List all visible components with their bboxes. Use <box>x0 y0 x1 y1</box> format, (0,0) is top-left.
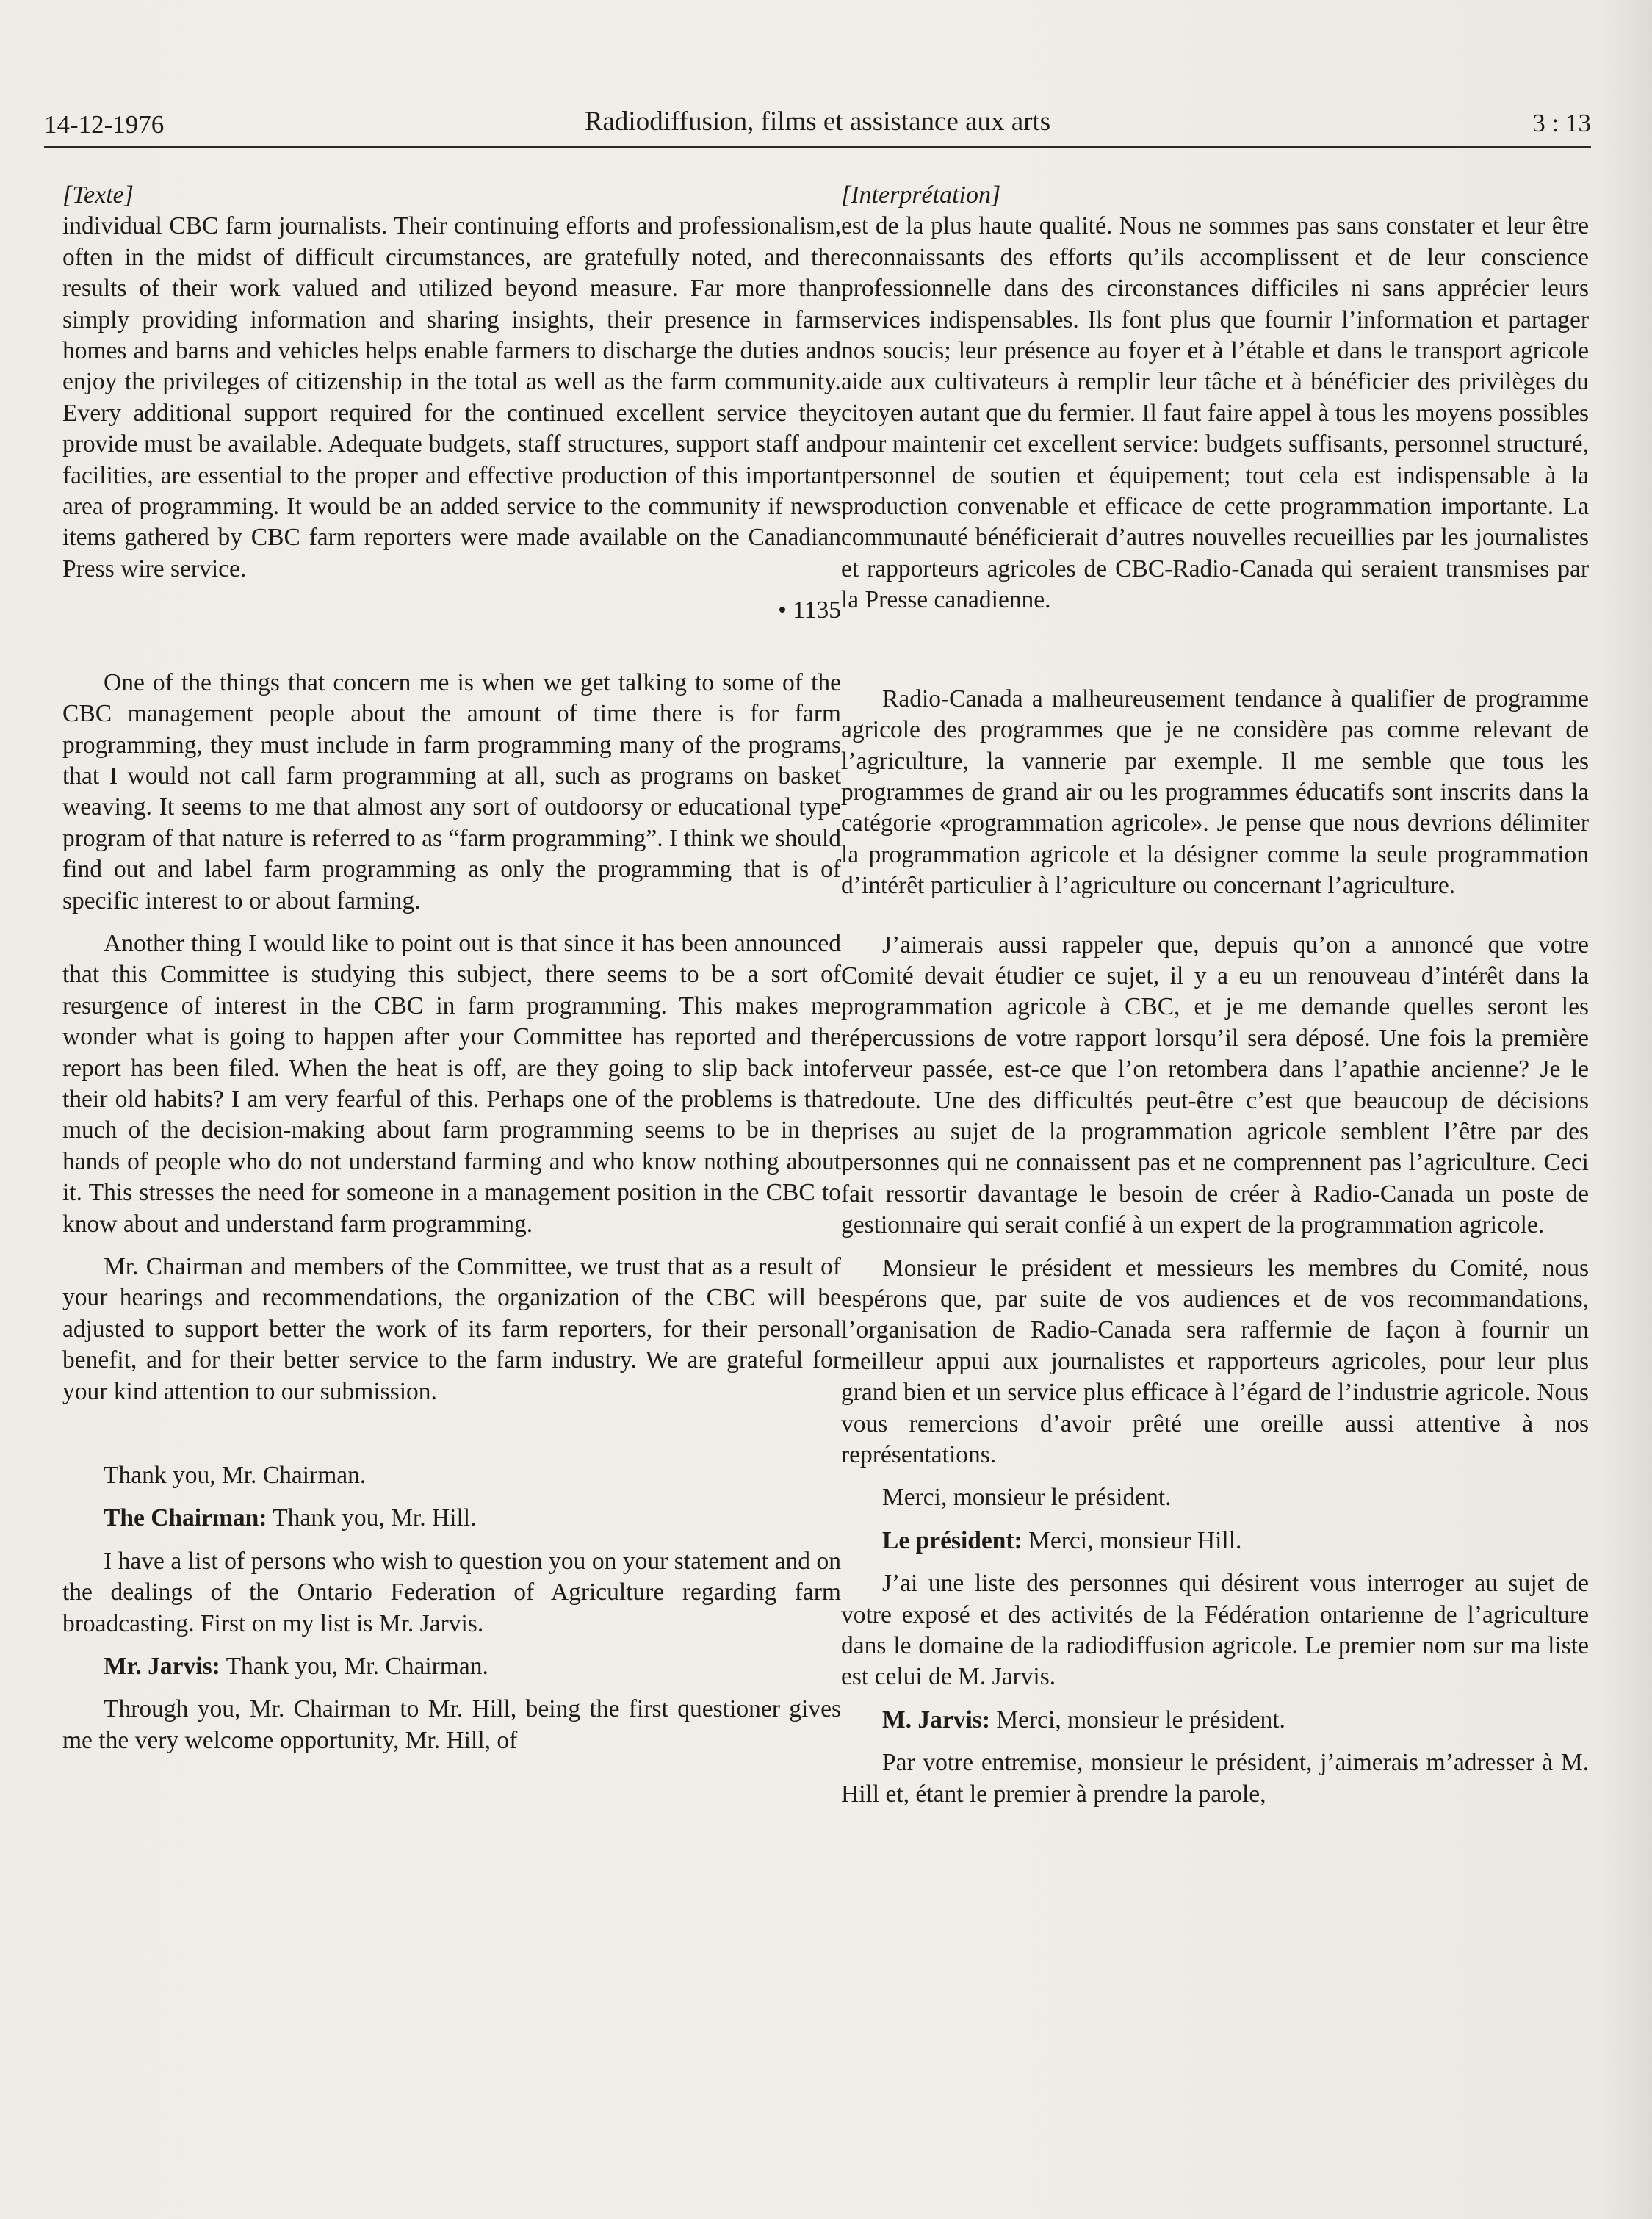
paragraph: Mr. Chairman and members of the Committee, we trust that as a result of your hearings and recommendations, the organization of the CBC will be adjusted to support better the work of its farm reporters, for their personal benefit, and for their better service to the farm industry. We are grateful for your kind attention to our submission. <box>62 1253 841 1405</box>
header-page-number: 3 : 13 <box>1532 109 1591 137</box>
speaker-name: Mr. Jarvis: <box>104 1653 220 1681</box>
french-column <box>841 180 1589 1810</box>
paragraph: J’ai une liste des personnes qui désirent vous interroger au sujet de votre exposé et des activités de la Fédération ontarienne de l’agriculture dans le domaine de la radiodiffusion agricole. Le premier nom sur ma liste est celui de M. Jarvis. <box>841 1570 1589 1691</box>
paragraph: Monsieur le président et messieurs les membres du Comité, nous espérons que, par suite de vos audiences et de vos recommandations, l’organisation de Radio-Canada sera raffermie de façon à fournir un meilleur appui aux journalistes et rapporteurs agricoles, pour leur plus grand bien et un service plus efficace à l’égard de l’industrie agricole. Nous vous remercions d’avoir prêté une oreille aussi attentive à nos représentations. <box>841 1254 1589 1469</box>
paragraph: Another thing I would like to point out is that since it has been announced that this Committee is studying this subject, there seems to be a sort of resurgence of interest in the CBC in farm programming. This makes me wonder what is going to happen after your Committee has reported and the report has been filed. When the heat is off, are they going to slip back into their old habits? I am very fearful of this. Perhaps one of the problems is that much of the decision-making about farm programming seems to be in the hands of people who do not understand farming and who know nothing about it. This stresses the need for someone in a management position in the CBC to know about and understand farm programming. <box>62 929 841 1238</box>
header-title: Radiodiffusion, films et assistance aux arts <box>584 107 1051 137</box>
column-label-interpretation: [Interprétation] <box>841 181 1001 209</box>
column-label-texte: [Texte] <box>62 181 134 209</box>
speaker-paragraph <box>841 1705 1589 1736</box>
paragraph: est de la plus haute qualité. Nous ne sommes pas sans constater et leur être reconnaissants des efforts qu’ils accomplissent et de leur conscience professionnelle dans des circonstances difficiles ni sans apprécier leurs services indispensables. Ils font plus que fournir l’information et partager nos soucis; leur présence au foyer et à l’étable et dans le transport agricole aide aux cultivateurs à remplir leur tâche et à bénéficier des privilèges du citoyen autant que du fermier. Il faut faire appel à tous les moyens possibles pour maintenir cet excellent service: budgets suffisants, personnel structuré, personnel de soutien et équipement; tout cela est indispensable à la production convenable et efficace de cette programmation importante. La communauté bénéficierait d’autres nouvelles recueillies par les journalistes et rapporteurs agricoles de CBC-Radio-Canada qui seraient transmises par la Presse canadienne. <box>841 212 1589 614</box>
paragraph: Radio-Canada a malheureusement tendance à qualifier de programme agricole des programmes que je ne considère pas comme relevant de l’agriculture, la vannerie par exemple. Il me semble que tous les programmes de grand air ou les programmes éducatifs sont inscrits dans la catégorie «programmation agricole». Je pense que nous devrions délimiter la programmation agricole et la désigner comme la seule programmation d’intérêt particulier à l’agriculture ou concernant l’agriculture. <box>841 685 1589 900</box>
speaker-paragraph <box>841 1526 1589 1556</box>
paragraph: Merci, monsieur le président. <box>882 1484 1172 1512</box>
speaker-paragraph <box>62 1503 841 1534</box>
page-header <box>44 103 1591 147</box>
page-edge-shadow <box>1601 0 1652 2219</box>
paragraph: One of the things that concern me is when we get talking to some of the CBC management people about the amount of time there is for farm programming, they must include in farm programming many of the programs that I would not call farm programming at all, such as programs on basket weaving. It seems to me that almost any sort of outdoorsy or educational type program of that nature is referred to as “farm programming”. I think we should find out and label farm programming as only the programming that is of specific interest to or about farming. <box>62 668 841 914</box>
header-rule <box>44 146 1591 148</box>
paragraph: individual CBC farm journalists. Their continuing efforts and professionalism, often in the midst of difficult circumstances, are gratefully noted, and the results of their work valued and utilized beyond measure. Far more than simply providing information and sharing insights, their presence in farm homes and barns and vehicles helps enable farmers to discharge the duties and enjoy the privileges of citizenship in the total as well as the farm community. Every additional support required for the continued excellent service they provide must be available. Adequate budgets, staff structures, support staff and facilities, are essential to the proper and effective production of this important area of programming. It would be an added service to the community if news items gathered by CBC farm reporters were made available on the Canadian Press wire service. <box>62 212 841 582</box>
speech-text: Merci, monsieur Hill. <box>1022 1526 1242 1554</box>
paragraph: Par votre entremise, monsieur le président, j’aimerais m’adresser à M. Hill et, étant le premier à prendre la parole, <box>841 1749 1589 1808</box>
paragraph: J’aimerais aussi rappeler que, depuis qu’on a annoncé que votre Comité devait étudier ce sujet, il y a eu un renouveau d’intérêt dans la programmation agricole à CBC, et je me demande quelles seront les répercussions de votre rapport lorsqu’il sera déposé. Une fois la première ferveur passée, est-ce que l’on retombera dans l’apathie ancienne? Je le redoute. Une des difficultés peut-être c’est que beaucoup de décisions prises au sujet de la programmation agricole semblent l’être par des personnes qui ne connaissent pas et ne comprennent pas l’agriculture. Ceci fait ressortir davantage le besoin de créer à Radio-Canada un poste de gestionnaire qui serait confié à un expert de la programmation agricole. <box>841 931 1589 1239</box>
speech-text: Merci, monsieur le président. <box>990 1706 1285 1733</box>
speaker-name: The Chairman: <box>104 1504 267 1532</box>
speech-text: Thank you, Mr. Chairman. <box>220 1653 488 1681</box>
speaker-name: M. Jarvis: <box>882 1706 990 1733</box>
english-column <box>62 180 841 1756</box>
speaker-paragraph <box>62 1651 841 1682</box>
timestamp-marker: • 1135 <box>778 596 841 624</box>
paragraph: I have a list of persons who wish to question you on your statement and on the dealings of the Ontario Federation of Agriculture regarding farm broadcasting. First on my list is Mr. Jarvis. <box>62 1547 841 1637</box>
speech-text: Thank you, Mr. Hill. <box>267 1504 477 1532</box>
speaker-name: Le président: <box>882 1526 1022 1554</box>
paragraph: Through you, Mr. Chairman to Mr. Hill, being the first questioner gives me the very welcome opportunity, Mr. Hill, of <box>62 1695 841 1754</box>
paragraph: Thank you, Mr. Chairman. <box>104 1462 367 1490</box>
header-date: 14-12-1976 <box>44 110 165 139</box>
